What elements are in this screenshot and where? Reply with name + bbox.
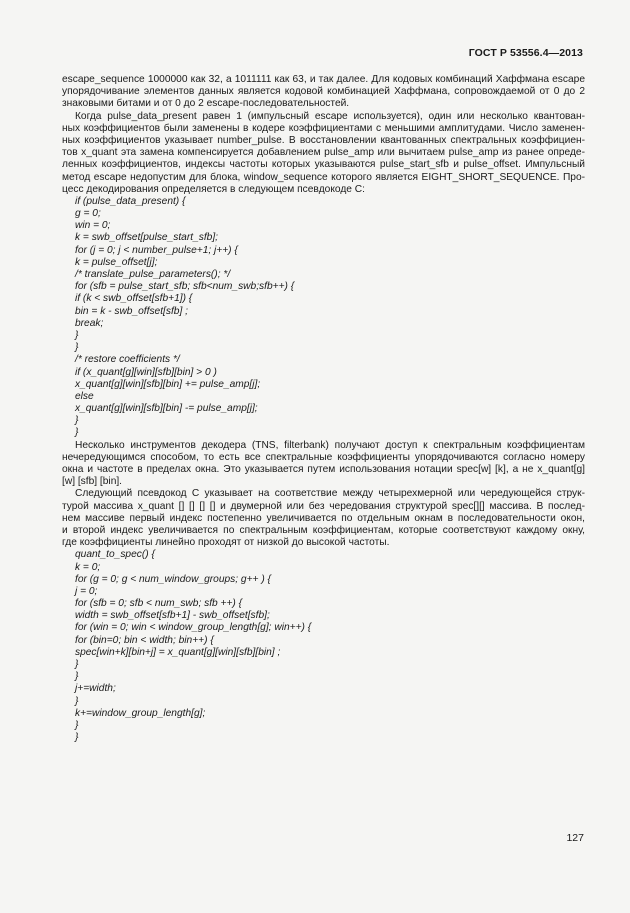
page-number: 127 bbox=[566, 832, 584, 844]
text-line: ленных коэффициентов, индексы частоты которых указываются pulse_start_sfb и pulse_offset. Импульсный bbox=[62, 159, 585, 171]
code-line: if (x_quant[g][win][sfb][bin] > 0 ) bbox=[75, 366, 217, 378]
text-line: упорядочивание элементов данных является кодовой комбинацией Хаффмана, сопровождаемой от 0 до 2 bbox=[62, 86, 585, 98]
code-line: if (k < swb_offset[sfb+1]) { bbox=[75, 293, 193, 305]
text-line: нем массиве первый индекс постепенно увеличивается по отдельным окнам в последовательности окон, bbox=[62, 512, 585, 524]
code-line: width = swb_offset[sfb+1] - swb_offset[sfb]; bbox=[75, 610, 270, 622]
text-line: окна и частоте в пределах окна. Это указывается путем использования нотации spec[w] [k], а не x_quant[g] bbox=[62, 464, 585, 475]
code-line: bin = k - swb_offset[sfb] ; bbox=[75, 305, 188, 317]
code-line: } bbox=[75, 659, 79, 670]
code-line: for (g = 0; g < num_window_groups; g++ ) { bbox=[75, 573, 271, 585]
code-line: /* restore coefficients */ bbox=[75, 354, 180, 366]
body-text bbox=[62, 74, 585, 744]
code-line: j+=width; bbox=[75, 683, 116, 695]
code-line: for (sfb = pulse_start_sfb; sfb<num_swb;sfb++) { bbox=[75, 281, 295, 293]
code-line: for (sfb = 0; sfb < num_swb; sfb ++) { bbox=[75, 598, 243, 610]
text-line: Когда pulse_data_present равен 1 (импульсный escape используется), один или несколько квантован- bbox=[75, 110, 585, 122]
text-line: где коэффициенты линейно проходят от низкой до высокой частоты. bbox=[62, 537, 390, 549]
code-line: } bbox=[75, 415, 79, 427]
code-line: k = swb_offset[pulse_start_sfb]; bbox=[75, 232, 218, 244]
code-line: spec[win+k][bin+j] = x_quant[g][win][sfb][bin] ; bbox=[75, 646, 281, 658]
code-line: for (j = 0; j < number_pulse+1; j++) { bbox=[75, 244, 238, 256]
text-line: Несколько инструментов декодера (TNS, filterbank) получают доступ к спектральным коэффициентам bbox=[75, 439, 585, 451]
code-line: } bbox=[75, 695, 79, 707]
code-line: for (win = 0; win < window_group_length[g]; win++) { bbox=[75, 622, 312, 634]
code-line: k = pulse_offset[j]; bbox=[75, 256, 158, 268]
text-line: Следующий псевдокод С указывает на соответствие между четырехмерной или чередующейся струк- bbox=[75, 488, 585, 500]
code-line: if (pulse_data_present) { bbox=[75, 195, 186, 207]
code-line: } bbox=[75, 732, 79, 744]
text-line: ных коэффициентов были заменены в кодере коэффициентами с меньшими амплитудами. Число заменен- bbox=[62, 122, 585, 134]
code-line: else bbox=[75, 390, 94, 402]
code-line: } bbox=[75, 342, 79, 354]
code-line: } bbox=[75, 719, 79, 731]
text-line: цесс декодирования определяется в следующем псевдокоде С: bbox=[62, 183, 365, 195]
code-line: g = 0; bbox=[75, 208, 101, 220]
code-line: x_quant[g][win][sfb][bin] += pulse_amp[j]; bbox=[75, 378, 261, 390]
text-line: [w] [sfb] [bin]. bbox=[62, 476, 123, 488]
code-line: k = 0; bbox=[75, 561, 101, 573]
code-line: } bbox=[75, 427, 79, 439]
text-line: тов x_quant эта замена компенсируется добавлением pulse_amp или вычитаем pulse_amp из ранее опреде- bbox=[62, 147, 585, 159]
code-line: quant_to_spec() { bbox=[75, 549, 155, 561]
text-line: знаковыми битами и от 0 до 2 escape-последовательностей. bbox=[62, 98, 350, 110]
code-line: k+=window_group_length[g]; bbox=[75, 707, 206, 719]
text-line: нечередующимся способом, то есть все спектральные коэффициенты упорядочиваются согласно номеру bbox=[62, 451, 585, 463]
text-line: escape_sequence 1000000 как 32, а 1011111 как 63, и так далее. Для кодовых комбинаций Хаффмана escape bbox=[62, 74, 585, 85]
code-line: } bbox=[75, 329, 79, 341]
code-line: break; bbox=[75, 317, 104, 329]
code-line: x_quant[g][win][sfb][bin] -= pulse_amp[j]; bbox=[75, 403, 258, 415]
text-line: ных коэффициентов указывает number_pulse. В восстановлении квантованных спектральных коэффициен- bbox=[62, 134, 585, 146]
code-line: win = 0; bbox=[75, 220, 111, 232]
text-line: турой массива x_quant [] [] [] [] и двумерной или без чередования структурой spec[][] массива. В послед- bbox=[62, 500, 585, 512]
text-line: метод escape недопустим для блока, window_sequence которого является EIGHT_SHORT_SEQUENCE. Про- bbox=[62, 171, 585, 183]
code-line: } bbox=[75, 671, 79, 683]
text-line: и второй индекс увеличивается по спектральным коэффициентам, которые соответствуют каждому окну, bbox=[62, 524, 585, 536]
code-line: for (bin=0; bin < width; bin++) { bbox=[75, 634, 214, 646]
code-line: /* translate_pulse_parameters(); */ bbox=[75, 269, 231, 280]
standard-header: ГОСТ Р 53556.4—2013 bbox=[468, 47, 583, 59]
code-line: j = 0; bbox=[75, 585, 98, 597]
